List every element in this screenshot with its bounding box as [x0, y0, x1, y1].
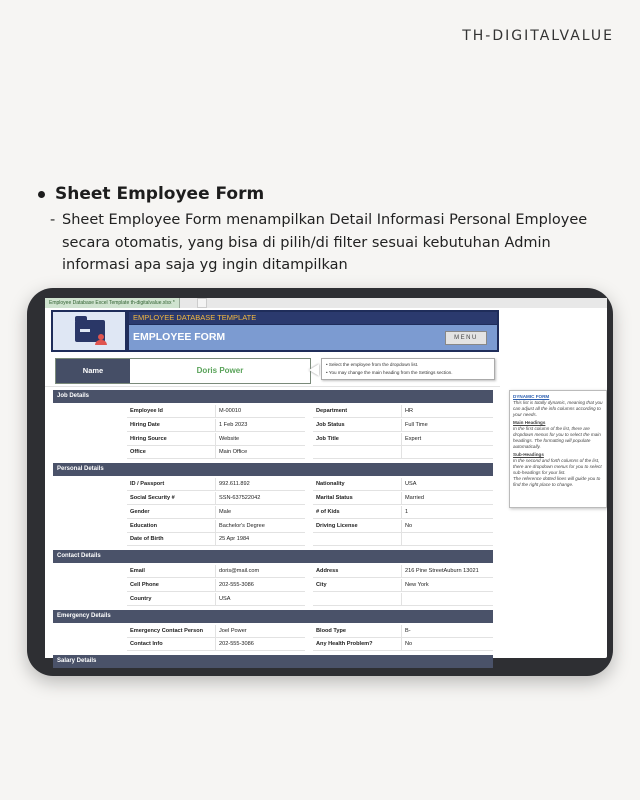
- note-line-1: • Select the employee from the dropdown list.: [326, 362, 419, 367]
- new-tab-button[interactable]: [197, 298, 207, 308]
- section-header: Salary Details: [53, 655, 493, 668]
- field-value[interactable]: 25 Apr 1984: [215, 533, 305, 546]
- field-value[interactable]: SSN-637522042: [215, 492, 305, 505]
- form-row: [45, 625, 500, 638]
- field-label: Country: [127, 593, 215, 606]
- person-icon: [95, 334, 107, 344]
- field-label: Nationality: [313, 478, 401, 491]
- form-row: [45, 506, 500, 519]
- field-value[interactable]: 1 Feb 2023: [215, 419, 305, 432]
- workbook-tab[interactable]: Employee Database Excel Template th-digitalvalue.xlsx *: [45, 298, 180, 308]
- field-value[interactable]: [401, 593, 493, 606]
- brand-logo-text: TH-DIGITALVALUE: [462, 28, 614, 44]
- form-row: [45, 405, 500, 418]
- field-value[interactable]: Married: [401, 492, 493, 505]
- heading-text: Sheet Employee Form: [55, 184, 265, 204]
- field-label: Social Security #: [127, 492, 215, 505]
- field-label: ID / Passport: [127, 478, 215, 491]
- side-note-text: This list is totally dynamic, meaning that you can adjust all the info columns according to your needs.: [513, 400, 603, 417]
- field-label: Hiring Date: [127, 419, 215, 432]
- tablet-screen: [45, 298, 607, 665]
- section-header: Personal Details: [53, 463, 493, 476]
- field-value[interactable]: [401, 533, 493, 546]
- field-label: Address: [313, 565, 401, 578]
- field-label: Gender: [127, 506, 215, 519]
- field-value[interactable]: doris@mail.com: [215, 565, 305, 578]
- section-header: Contact Details: [53, 550, 493, 563]
- form-row: [45, 433, 500, 446]
- form-row: [45, 638, 500, 651]
- name-dropdown[interactable]: Doris Power: [196, 366, 244, 375]
- sheet-tab-bar: [45, 298, 607, 308]
- menu-button[interactable]: MENU: [445, 331, 487, 345]
- logo-area: [53, 312, 125, 350]
- field-label: Any Health Problem?: [313, 638, 401, 651]
- employee-form-sheet: [45, 308, 500, 665]
- dynamic-form-note: [509, 390, 607, 508]
- form-row: [45, 533, 500, 546]
- description: [50, 209, 610, 277]
- side-note-text: In the second and forth columns of the list, there are dropdown menus for you to select sub-headings for your list.: [513, 458, 602, 475]
- field-label: Office: [127, 446, 215, 459]
- field-label: City: [313, 579, 401, 592]
- form-row: [45, 579, 500, 592]
- name-label: Name: [56, 359, 130, 383]
- field-value[interactable]: New York: [401, 579, 493, 592]
- field-label: Blood Type: [313, 625, 401, 638]
- form-row: [45, 565, 500, 578]
- bullet-dot-icon: [38, 191, 45, 198]
- field-value[interactable]: No: [401, 520, 493, 533]
- note-line-2: • You may change the main heading from the Settings section.: [326, 370, 453, 375]
- field-value[interactable]: Expert: [401, 433, 493, 446]
- template-subtitle: EMPLOYEE DATABASE TEMPLATE: [129, 312, 497, 324]
- tablet-frame: [27, 288, 613, 676]
- field-value[interactable]: USA: [215, 593, 305, 606]
- field-value[interactable]: 1: [401, 506, 493, 519]
- form-row: [45, 478, 500, 491]
- field-value[interactable]: 216 Pine StreetAuburn 13021: [401, 565, 493, 578]
- field-label: [313, 446, 401, 459]
- name-selector: [55, 358, 311, 384]
- callout-arrow-icon: [309, 364, 319, 376]
- form-row: [45, 419, 500, 432]
- description-text: Sheet Employee Form menampilkan Detail Informasi Personal Employee secara otomatis, yang bisa di pilih/di filter sesuai kebutuhan Admin informasi apa saja yg ingin ditampilkan: [62, 212, 588, 273]
- dash-icon: -: [50, 212, 56, 228]
- bullet-heading: [38, 184, 264, 204]
- field-label: Contact Info: [127, 638, 215, 651]
- form-row: [45, 492, 500, 505]
- field-label: [313, 533, 401, 546]
- field-value[interactable]: 202-555-3086: [215, 579, 305, 592]
- field-value[interactable]: 202-555-3086: [215, 638, 305, 651]
- side-note-heading: Sub-Headings: [513, 452, 544, 457]
- form-row: [45, 593, 500, 606]
- field-value[interactable]: Full Time: [401, 419, 493, 432]
- field-value[interactable]: Website: [215, 433, 305, 446]
- field-label: Hiring Source: [127, 433, 215, 446]
- field-value[interactable]: No: [401, 638, 493, 651]
- field-value[interactable]: Bachelor's Degree: [215, 520, 305, 533]
- field-value[interactable]: B-: [401, 625, 493, 638]
- field-value[interactable]: M-00010: [215, 405, 305, 418]
- field-label: Department: [313, 405, 401, 418]
- field-label: Employee Id: [127, 405, 215, 418]
- field-value[interactable]: [401, 446, 493, 459]
- field-value[interactable]: Joel Power: [215, 625, 305, 638]
- field-label: Emergency Contact Person: [127, 625, 215, 638]
- field-value[interactable]: 992.611.892: [215, 478, 305, 491]
- field-label: Driving License: [313, 520, 401, 533]
- field-label: [313, 593, 401, 606]
- section-header: Job Details: [53, 390, 493, 403]
- form-title: [129, 325, 497, 350]
- field-label: Date of Birth: [127, 533, 215, 546]
- section-header: Emergency Details: [53, 610, 493, 623]
- form-row: [45, 520, 500, 533]
- side-note-text: The reference dotted lines will guide you to find the right place to change.: [513, 476, 601, 487]
- side-note-title: DYNAMIC FORM: [513, 394, 550, 399]
- form-header: [51, 310, 499, 352]
- field-value[interactable]: USA: [401, 478, 493, 491]
- field-label: # of Kids: [313, 506, 401, 519]
- field-value[interactable]: Male: [215, 506, 305, 519]
- field-label: Job Status: [313, 419, 401, 432]
- form-title-text: EMPLOYEE FORM: [133, 331, 226, 343]
- field-value[interactable]: HR: [401, 405, 493, 418]
- side-note-heading: Main Headings: [513, 420, 546, 425]
- instruction-note: [321, 358, 495, 380]
- side-note-text: In the first column of the list, there are dropdown menus for you to select the main headings. The formatting will populate automatically.: [513, 426, 601, 449]
- field-label: Cell Phone: [127, 579, 215, 592]
- field-label: Marital Status: [313, 492, 401, 505]
- divider: [45, 386, 500, 387]
- form-row: [45, 446, 500, 459]
- field-label: Job Title: [313, 433, 401, 446]
- field-label: Education: [127, 520, 215, 533]
- field-value[interactable]: Main Office: [215, 446, 305, 459]
- field-label: Email: [127, 565, 215, 578]
